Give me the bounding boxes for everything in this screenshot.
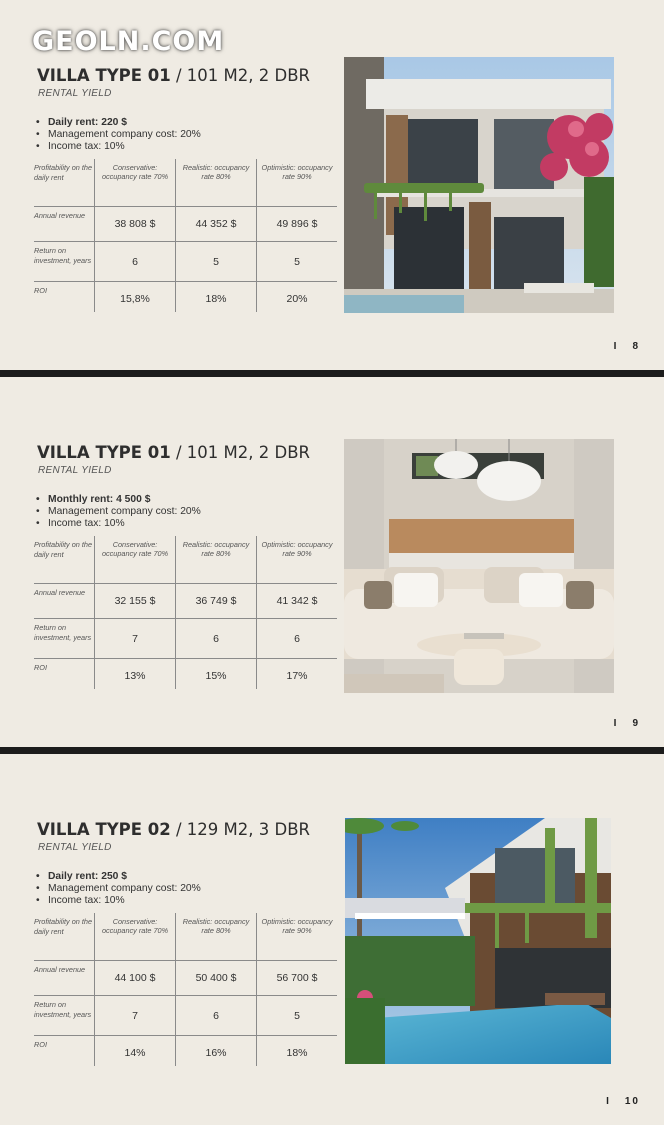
page-number-value: 8 [632,341,640,352]
villa-type-label: VILLA TYPE 02 [37,820,171,839]
list-item: • Management company cost: 20% [36,129,201,141]
slide-subtitle: RENTAL YIELD [38,88,112,99]
villa-spec: / 101 M2, 2 DBR [175,66,310,85]
table-cell: 15% [176,659,257,690]
table-row [34,282,337,313]
table-row [34,584,337,619]
row-label: ROI [34,286,47,295]
rent-conditions-list [36,871,201,907]
row-label: Annual revenue [34,961,95,996]
table-row [34,913,337,961]
table-row [34,659,337,690]
page-number [614,341,640,352]
table-cell: 14% [95,1036,176,1067]
villa-pool-photo [345,818,611,1064]
table-cell: 15,8% [95,282,176,313]
table-cell: 6 [257,619,338,659]
table-cell: 44 352 $ [176,207,257,242]
column-header-optimistic: Optimistic: occupancy rate 90% [257,159,338,207]
table-cell: 32 155 $ [95,584,176,619]
villa-spec: / 129 M2, 3 DBR [175,820,310,839]
slide-title [37,66,310,85]
slide-page-10 [0,754,664,1125]
table-cell: 56 700 $ [257,961,338,996]
rental-yield-table [34,536,337,689]
table-row [34,207,337,242]
page-number-value: 10 [624,1096,640,1107]
page-number-divider: I [606,1096,611,1107]
table-cell: 44 100 $ [95,961,176,996]
rental-yield-table [34,913,337,1066]
villa-type-label: VILLA TYPE 01 [37,66,171,85]
row-label: Profitability on the daily rent [34,913,95,961]
table-row [34,242,337,282]
column-header-realistic: Realistic: occupancy rate 80% [176,159,257,207]
list-item: • Monthly rent: 4 500 $ [36,494,201,506]
list-item: • Daily rent: 220 $ [36,117,201,129]
page-number [614,718,640,729]
villa-spec: / 101 M2, 2 DBR [175,443,310,462]
table-cell: 36 749 $ [176,584,257,619]
living-room-photo [344,439,614,693]
slide-title [37,820,310,839]
table-cell: 49 896 $ [257,207,338,242]
list-item: • Income tax: 10% [36,141,201,153]
page-number-divider: I [613,718,619,729]
table-cell: 5 [176,242,257,282]
column-header-realistic: Realistic: occupancy rate 80% [176,913,257,961]
slide-title [37,443,310,462]
table-cell: 41 342 $ [257,584,338,619]
column-header-optimistic: Optimistic: occupancy rate 90% [257,536,338,584]
column-header-conservative: Conservative: occupancy rate 70% [95,159,176,207]
slide-page-8 [0,0,664,370]
table-row [34,996,337,1036]
page-number-value: 9 [632,718,640,729]
slide-subtitle: RENTAL YIELD [38,465,112,476]
table-row [34,1036,337,1067]
slide-page-9 [0,377,664,747]
table-cell: 6 [176,619,257,659]
table-cell: 18% [257,1036,338,1067]
table-cell: 13% [95,659,176,690]
page-number [606,1096,640,1107]
table-cell: 20% [257,282,338,313]
rental-yield-table [34,159,337,312]
table-cell: 6 [176,996,257,1036]
row-label: Profitability on the daily rent [34,536,95,584]
table-cell: 18% [176,282,257,313]
table-row [34,961,337,996]
table-row [34,536,337,584]
column-header-optimistic: Optimistic: occupancy rate 90% [257,913,338,961]
table-row [34,159,337,207]
table-cell: 38 808 $ [95,207,176,242]
table-cell: 7 [95,996,176,1036]
table-cell: 6 [95,242,176,282]
row-label: Return on investment, years [34,242,95,282]
table-cell: 16% [176,1036,257,1067]
table-cell: 5 [257,242,338,282]
row-label: ROI [34,1040,47,1049]
row-label: Annual revenue [34,584,95,619]
table-cell: 7 [95,619,176,659]
page-number-divider: I [613,341,619,352]
list-item: • Management company cost: 20% [36,883,201,895]
table-cell: 5 [257,996,338,1036]
rent-conditions-list [36,494,201,530]
slide-subtitle: RENTAL YIELD [38,842,112,853]
villa-type-label: VILLA TYPE 01 [37,443,171,462]
watermark-text: GEOLN.COM [32,26,225,57]
row-label: Annual revenue [34,207,95,242]
column-header-realistic: Realistic: occupancy rate 80% [176,536,257,584]
list-item: • Management company cost: 20% [36,506,201,518]
table-cell: 50 400 $ [176,961,257,996]
villa-exterior-photo [344,57,614,313]
table-cell: 17% [257,659,338,690]
row-label: Profitability on the daily rent [34,159,95,207]
list-item: • Income tax: 10% [36,895,201,907]
list-item: • Daily rent: 250 $ [36,871,201,883]
row-label: Return on investment, years [34,996,95,1036]
row-label: Return on investment, years [34,619,95,659]
table-row [34,619,337,659]
column-header-conservative: Conservative: occupancy rate 70% [95,536,176,584]
column-header-conservative: Conservative: occupancy rate 70% [95,913,176,961]
list-item: • Income tax: 10% [36,518,201,530]
rent-conditions-list [36,117,201,153]
row-label: ROI [34,663,47,672]
